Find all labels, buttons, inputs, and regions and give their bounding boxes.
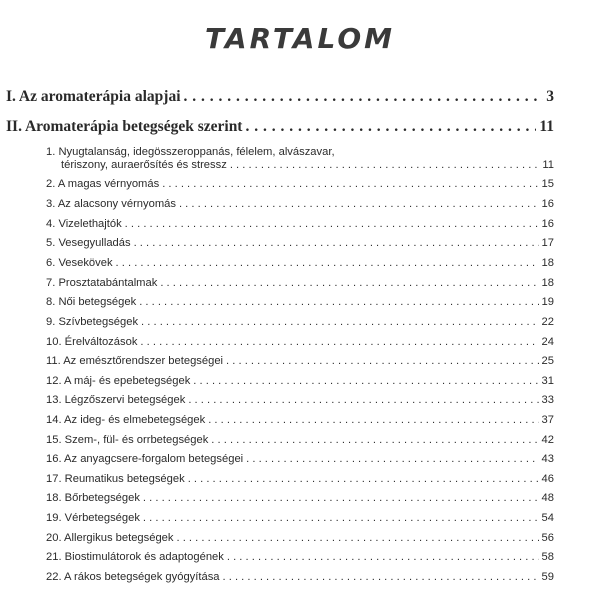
toc-chapter-row	[46, 237, 554, 249]
toc-chapter-row	[46, 198, 554, 210]
toc-chapter-row	[46, 257, 554, 269]
toc-page-number: 24	[541, 336, 554, 348]
toc-chapter-label: 8. Női betegségek	[46, 296, 137, 308]
toc-chapter-row	[46, 532, 554, 544]
toc-leader-dots	[134, 237, 539, 249]
toc-leader-dots	[211, 434, 538, 446]
toc-chapter-row	[46, 296, 554, 308]
toc-chapter-row	[46, 146, 554, 172]
page-title: TARTALOM	[204, 22, 395, 55]
toc-leader-dots	[160, 277, 538, 289]
toc-page-number: 18	[541, 257, 554, 269]
toc-part-label: II. Aromaterápia betegségek szerint	[6, 118, 243, 135]
toc-leader-dots	[230, 159, 540, 172]
toc-leader-dots	[162, 178, 538, 190]
toc-chapter-row	[46, 492, 554, 504]
toc-chapter-label: 16. Az anyagcsere-forgalom betegségei	[46, 453, 244, 465]
toc-page-number: 43	[541, 453, 554, 465]
toc-leader-dots	[125, 218, 539, 230]
toc-leader-dots	[143, 492, 539, 504]
toc-chapter-row	[46, 218, 554, 230]
toc-chapter-row	[46, 453, 554, 465]
toc-chapter-label: 21. Biostimulátorok és adaptogének	[46, 551, 224, 563]
toc-chapter-label: 22. A rákos betegségek gyógyítása	[46, 571, 220, 583]
toc-chapter-row	[46, 316, 554, 328]
toc-chapter-label: 20. Allergikus betegségek	[46, 532, 174, 544]
toc-chapter-label: 10. Érelváltozások	[46, 336, 138, 348]
toc-chapter-row	[46, 434, 554, 446]
toc-leader-dots	[246, 453, 538, 465]
toc-part-row	[6, 118, 554, 136]
toc-chapter-label: tériszony, auraerősítés és stressz	[61, 159, 227, 171]
toc-leader-dots	[193, 375, 538, 387]
toc-leader-dots	[116, 257, 539, 269]
toc-chapter-label: 2. A magas vérnyomás	[46, 178, 160, 190]
toc-chapter-row	[46, 571, 554, 583]
toc-chapter-row	[46, 394, 554, 406]
toc-leader-dots	[226, 355, 539, 367]
toc-page-number: 31	[541, 375, 554, 387]
toc-page-number: 22	[541, 316, 554, 328]
toc-leader-dots	[143, 512, 539, 524]
toc-chapter-row	[46, 277, 554, 289]
toc-chapter-row	[46, 336, 554, 348]
toc-chapter-label: 13. Légzőszervi betegségek	[46, 394, 186, 406]
toc-page-number: 58	[541, 551, 554, 563]
toc-page-number: 33	[541, 394, 554, 406]
toc-chapter-row	[46, 551, 554, 563]
toc-chapter-row	[46, 473, 554, 485]
toc-chapter-label: 6. Vesekövek	[46, 257, 113, 269]
toc-page-number: 11	[539, 118, 554, 135]
toc-part-label: I. Az aromaterápia alapjai	[6, 88, 181, 105]
toc-page-number: 15	[541, 178, 554, 190]
toc-chapter-label: 14. Az ideg- és elmebetegségek	[46, 414, 206, 426]
toc-chapter-label: 17. Reumatikus betegségek	[46, 473, 185, 485]
toc-leader-dots	[140, 336, 538, 348]
toc-page-number: 16	[541, 218, 554, 230]
toc-leader-dots	[184, 88, 544, 106]
toc-leader-dots	[139, 296, 538, 308]
toc-page-number: 54	[541, 512, 554, 524]
toc-chapter-row	[46, 178, 554, 190]
toc-page-number: 59	[541, 571, 554, 583]
toc-chapter-row	[46, 375, 554, 387]
toc-leader-dots	[245, 118, 536, 136]
toc-chapter-label: 3. Az alacsony vérnyomás	[46, 198, 176, 210]
toc-page-number: 18	[541, 277, 554, 289]
toc-chapter-label: 11. Az emésztőrendszer betegségei	[46, 355, 224, 367]
toc-page-number: 3	[546, 88, 554, 105]
toc-chapter-label: 9. Szívbetegségek	[46, 316, 139, 328]
toc-leader-dots	[227, 551, 539, 563]
toc-page-number: 16	[541, 198, 554, 210]
toc-page-number: 37	[541, 414, 554, 426]
toc-chapter-label: 7. Prosztatabántalmak	[46, 277, 158, 289]
toc-page-number: 25	[541, 355, 554, 367]
toc-page-number: 11	[542, 159, 554, 171]
toc-page-number: 46	[541, 473, 554, 485]
toc-leader-dots	[208, 414, 538, 426]
toc-chapter-label: 4. Vizelethajtók	[46, 218, 122, 230]
toc-leader-dots	[141, 316, 539, 328]
toc-page-number: 17	[541, 237, 554, 249]
toc-chapter-label: 15. Szem-, fül- és orrbetegségek	[46, 434, 209, 446]
toc-leader-dots	[188, 394, 538, 406]
toc-chapter-label: 12. A máj- és epebetegségek	[46, 375, 191, 387]
toc-chapter-row	[46, 355, 554, 367]
toc-chapter-label: 19. Vérbetegségek	[46, 512, 140, 524]
toc-chapter-label: 18. Bőrbetegségek	[46, 492, 140, 504]
toc-leader-dots	[188, 473, 539, 485]
toc-chapter-continuation	[46, 159, 554, 172]
toc-leader-dots	[179, 198, 539, 210]
toc-page-number: 56	[541, 532, 554, 544]
toc-leader-dots	[177, 532, 539, 544]
toc-page-number: 48	[541, 492, 554, 504]
toc-page-number: 19	[541, 296, 554, 308]
toc-page-number: 42	[541, 434, 554, 446]
toc-part-row	[6, 88, 554, 106]
toc-chapter-label: 1. Nyugtalanság, idegösszeroppanás, félelem, alvászavar,	[46, 146, 335, 158]
toc-chapter-row	[46, 414, 554, 426]
toc-chapter-row	[46, 512, 554, 524]
toc-leader-dots	[223, 571, 539, 583]
toc-chapter-label: 5. Vesegyulladás	[46, 237, 131, 249]
